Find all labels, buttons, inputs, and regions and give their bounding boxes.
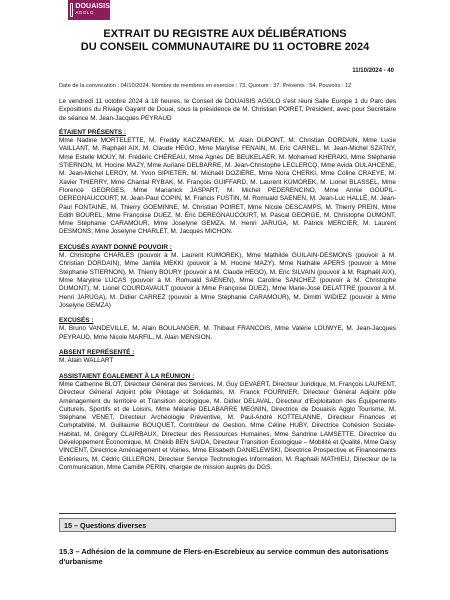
title-line-1: EXTRAIT DU REGISTRE AUX DÉLIBÉRATIONS — [103, 28, 347, 40]
logo-text — [75, 4, 110, 16]
section-heading: ASSISTAIENT ÉGALEMENT À LA RÉUNION : — [59, 372, 195, 380]
section-presents — [59, 129, 396, 237]
section-absent-represente — [59, 349, 396, 366]
section-body: M. Christophe CHARLES (pouvoir à M. Laurent KUMOREK), Mme Mathilde GUILAIN-DESMONS (pouvoir à M. Christian DORDAIN), Mme Jamila MEKKI (pouvoir à M. Hocine MAZY), Mme Nathalie APERS (pouvoir à Mme Stéphanie STIERNON), M. Thierry BOURY (pouvoir à M. Claude HEGO), M. Eric SILVAIN (pouvoir à M. Raphaël AIX), Mme Maryline LUCAS (pouvoir à M. Romuald SAENEN), Mme Caroline SANCHEZ (pouvoir à M. Christophe DUMONT), M. Lionel COURDAVAULT (pouvoir à Mme Françoise DUEZ), Mme Marie-José DELATTRE (pouvoir à M. Henri JARUGA), M. Didier CARREZ (pouvoir à Mme Stéphanie CARAMOUR), M. Dimitri WIDIEZ (pouvoir à Mme Joselyne GEMZA) — [59, 252, 396, 309]
section-body: Mme Nadine MORTELETTE, M. Freddy KACZMAREK, M. Alain DUPONT, M. Christian DORDAIN, Mme Lucie VAILLANT, M. Raphaël AIX, M. Claude HEGO, Mme Marylise FENAIN, M. Eric CARNEL, M. Jean-Michel SZATNY, Mme Estelle MOUY, M. Frédéric CHÉREAU, Mme Agnès DE BEUKELAER, M. Mohamed KHERAKI, Mme Stéphanie STIERNON, M. Hocine MAZY, Mme Auriane DELBARRE, M. Jean-Christophe LECLERCQ, Mme Avida OULAHCENE, M. Jean-Michel LEROY, M. Yvon SIPIETER, M. Michaël DOZIÈRE, Mme Nora CHERKI, Mme Coline CRAEYE, M. Xavier THIERRY, Mme Chantal RYBAK, M. François GUIFFARD, M. Laurent KUMOREK, M. Lionel BLASSEL, Mme Florence GEORGES, Mme Marianick JASPART, M. Michel PEDERENCINO, Mme Annie GOUPIL-DEREGNAUCOURT, M. Jean-Paul COPIN, M. Francis FUSTIN, M. Romuald SAENEN, M. Jean-Luc HALLÉ, M. Jean-Paul FONTAINE, M. Thierry GOEMINNE, M. Christian POIRET, Mme Nicole DESCAMPS, M. Thierry PREIN, Mme Edith BOUREL, Mme Françoise DUEZ, M. Éric DEREGNAUCOURT, M. Pascal GEORGE, M. Christophe DUMONT, Mme Stéphanie CARAMOUR, Mme Joselyne GEMZA, M. Henri JARUGA, M. Patrick MERCIER, M. Laurent DESMONS, Mme Joselyne CHARLET, M. Jacques MICHON. — [59, 137, 396, 236]
agenda-section-box: 15 – Questions diverses — [59, 518, 396, 532]
section-body: Mme Catherine BLOT, Directeur Général des Services, M. Guy GEVAERT, Directeur Juridique, M. François LAURENT, Directeur Général Adjoint pôle Pilotage et Solidarités, M. Franck FOURNIER, Directeur Général Adjoint pôle Aménagement du territoire et Transition écologique, M. Didier DELAVAL, Directeur d'Exploitation des Équipements Culturels, Sportifs et de Loisirs, Mme Mélanie DELABARRE MEGNIN, Directrice de Douaisis Agglo Tourisme, M. Stéphane VENET, Directeur Archéologie Préventive, M. Paul-André KOTTELANNE, Directeur Finances et Comptabilité, M. Guillaume BOUQUET, Contrôleur de Gestion, Mme Céline HUBY, Directrice Cohésion Sociale-Habitat, M. Grégory CLAIRBAUX, Directeur des Ressources Humaines, Mme Sandrine LAMSETTE, Directrice du Développement Économique, M. Chékib BEN SAIDA, Directeur Transition Écologique – Mobilité et Qualité, Mme Daisy VINCENT, Directrice Aménagement et Voiries, Mme Elisabeth DANIELEWSKI, Directrice Prospective et Financements Extérieurs, M. Cédric GILLERON, Directeur Service Technologies Information, M. Raphaël MATHIEU, Directeur de la Communication, Mme Camille PERIN, chargée de mission auprès du DGS. — [59, 380, 396, 471]
section-excuses — [59, 317, 396, 342]
section-excuses-pouvoir — [59, 244, 396, 310]
logo-line2: AGGLO — [75, 10, 94, 15]
agenda-item-title: 15.3 – Adhésion de la commune de Flers-en-Escrebieux au service commun des autorisations d'urbanisme — [59, 547, 389, 566]
section-heading: EXCUSÉS : — [59, 317, 94, 325]
section-body: M. Bruno VANDEVILLE, M. Alain BOULANGER, M. Thibaut FRANCOIS, Mme Valérie LOUWYE, M. Jean-Jacques PEYRAUD, Mme Nicole MARFIL, M. Alain MENSION. — [59, 325, 396, 341]
section-body: M. Alain WALLART — [59, 357, 114, 365]
section-divider — [59, 513, 396, 514]
intro-paragraph: Le vendredi 11 octobre 2024 à 18 heures, le Conseil de DOUAISIS AGGLO s'est réuni Salle Europe 1 du Parc des Expositions du Rivage Gayant de Douai, sous la présidence de M. Christian POIRET, Président, avec pour Secrétaire de séance M. Jean-Jacques PEYRAUD — [59, 98, 396, 122]
document-body — [59, 98, 396, 479]
section-heading: ABSENT REPRÉSENTÉ : — [59, 349, 135, 357]
logo-mark-icon — [70, 3, 73, 17]
title-line-2: DU CONSEIL COMMUNAUTAIRE DU 11 OCTOBRE 2024 — [80, 41, 370, 53]
document-title — [0, 28, 450, 54]
douaisis-agglo-logo — [68, 0, 110, 20]
logo-line1: DOUAISIS — [75, 3, 110, 10]
section-heading: EXCUSÉS AYANT DONNÉ POUVOIR : — [59, 243, 172, 251]
section-heading: ÉTAIENT PRÉSENTS : — [59, 128, 126, 136]
deliberation-reference: 11/10/2024 - 40 — [352, 68, 394, 74]
convocation-info: Date de la convocation : 04/10/2024. Nombre de membres en exercice : 73. Quorum : 37. Présents : 54. Pouvoirs : 12 — [59, 83, 352, 89]
section-assistaient — [59, 373, 396, 473]
